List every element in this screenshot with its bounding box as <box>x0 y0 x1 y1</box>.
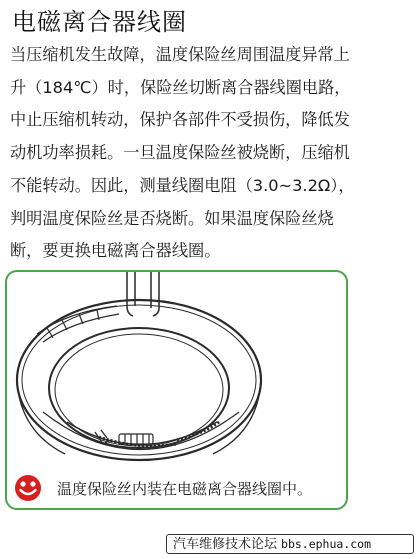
paragraph-line: 当压缩机发生故障，温度保险丝周围温度异常上 <box>10 45 350 64</box>
smiley-face-icon <box>13 473 43 503</box>
paragraph-line: 不能转动。因此，测量线圈电阻（3.0~3.2Ω）， <box>10 175 355 195</box>
watermark-footer <box>166 534 414 554</box>
figure-frame <box>5 270 348 510</box>
clutch-coil-illustration <box>7 272 348 510</box>
forum-name: 汽车维修技术论坛 <box>173 537 278 552</box>
forum-url: bbs.ephua.com <box>281 537 372 551</box>
paragraph-line: 升（184℃）时，保险丝切断离合器线圈电路， <box>10 77 351 97</box>
paragraph-line: 断，要更换电磁离合器线圈。 <box>10 241 221 261</box>
body-paragraph <box>10 39 408 268</box>
paragraph-line: 中止压缩机转动，保护各部件不受损伤，降低发 <box>10 110 350 130</box>
figure-caption: 温度保险丝内装在电磁离合器线圈中。 <box>57 480 313 498</box>
paragraph-line: 动机功率损耗。一旦温度保险丝被烧断，压缩机 <box>10 143 350 163</box>
lead-wires <box>127 272 159 316</box>
paragraph-line: 判明温度保险丝是否烧断。如果温度保险丝烧 <box>10 208 334 228</box>
page-title: 电磁离合器线圈 <box>12 8 187 36</box>
